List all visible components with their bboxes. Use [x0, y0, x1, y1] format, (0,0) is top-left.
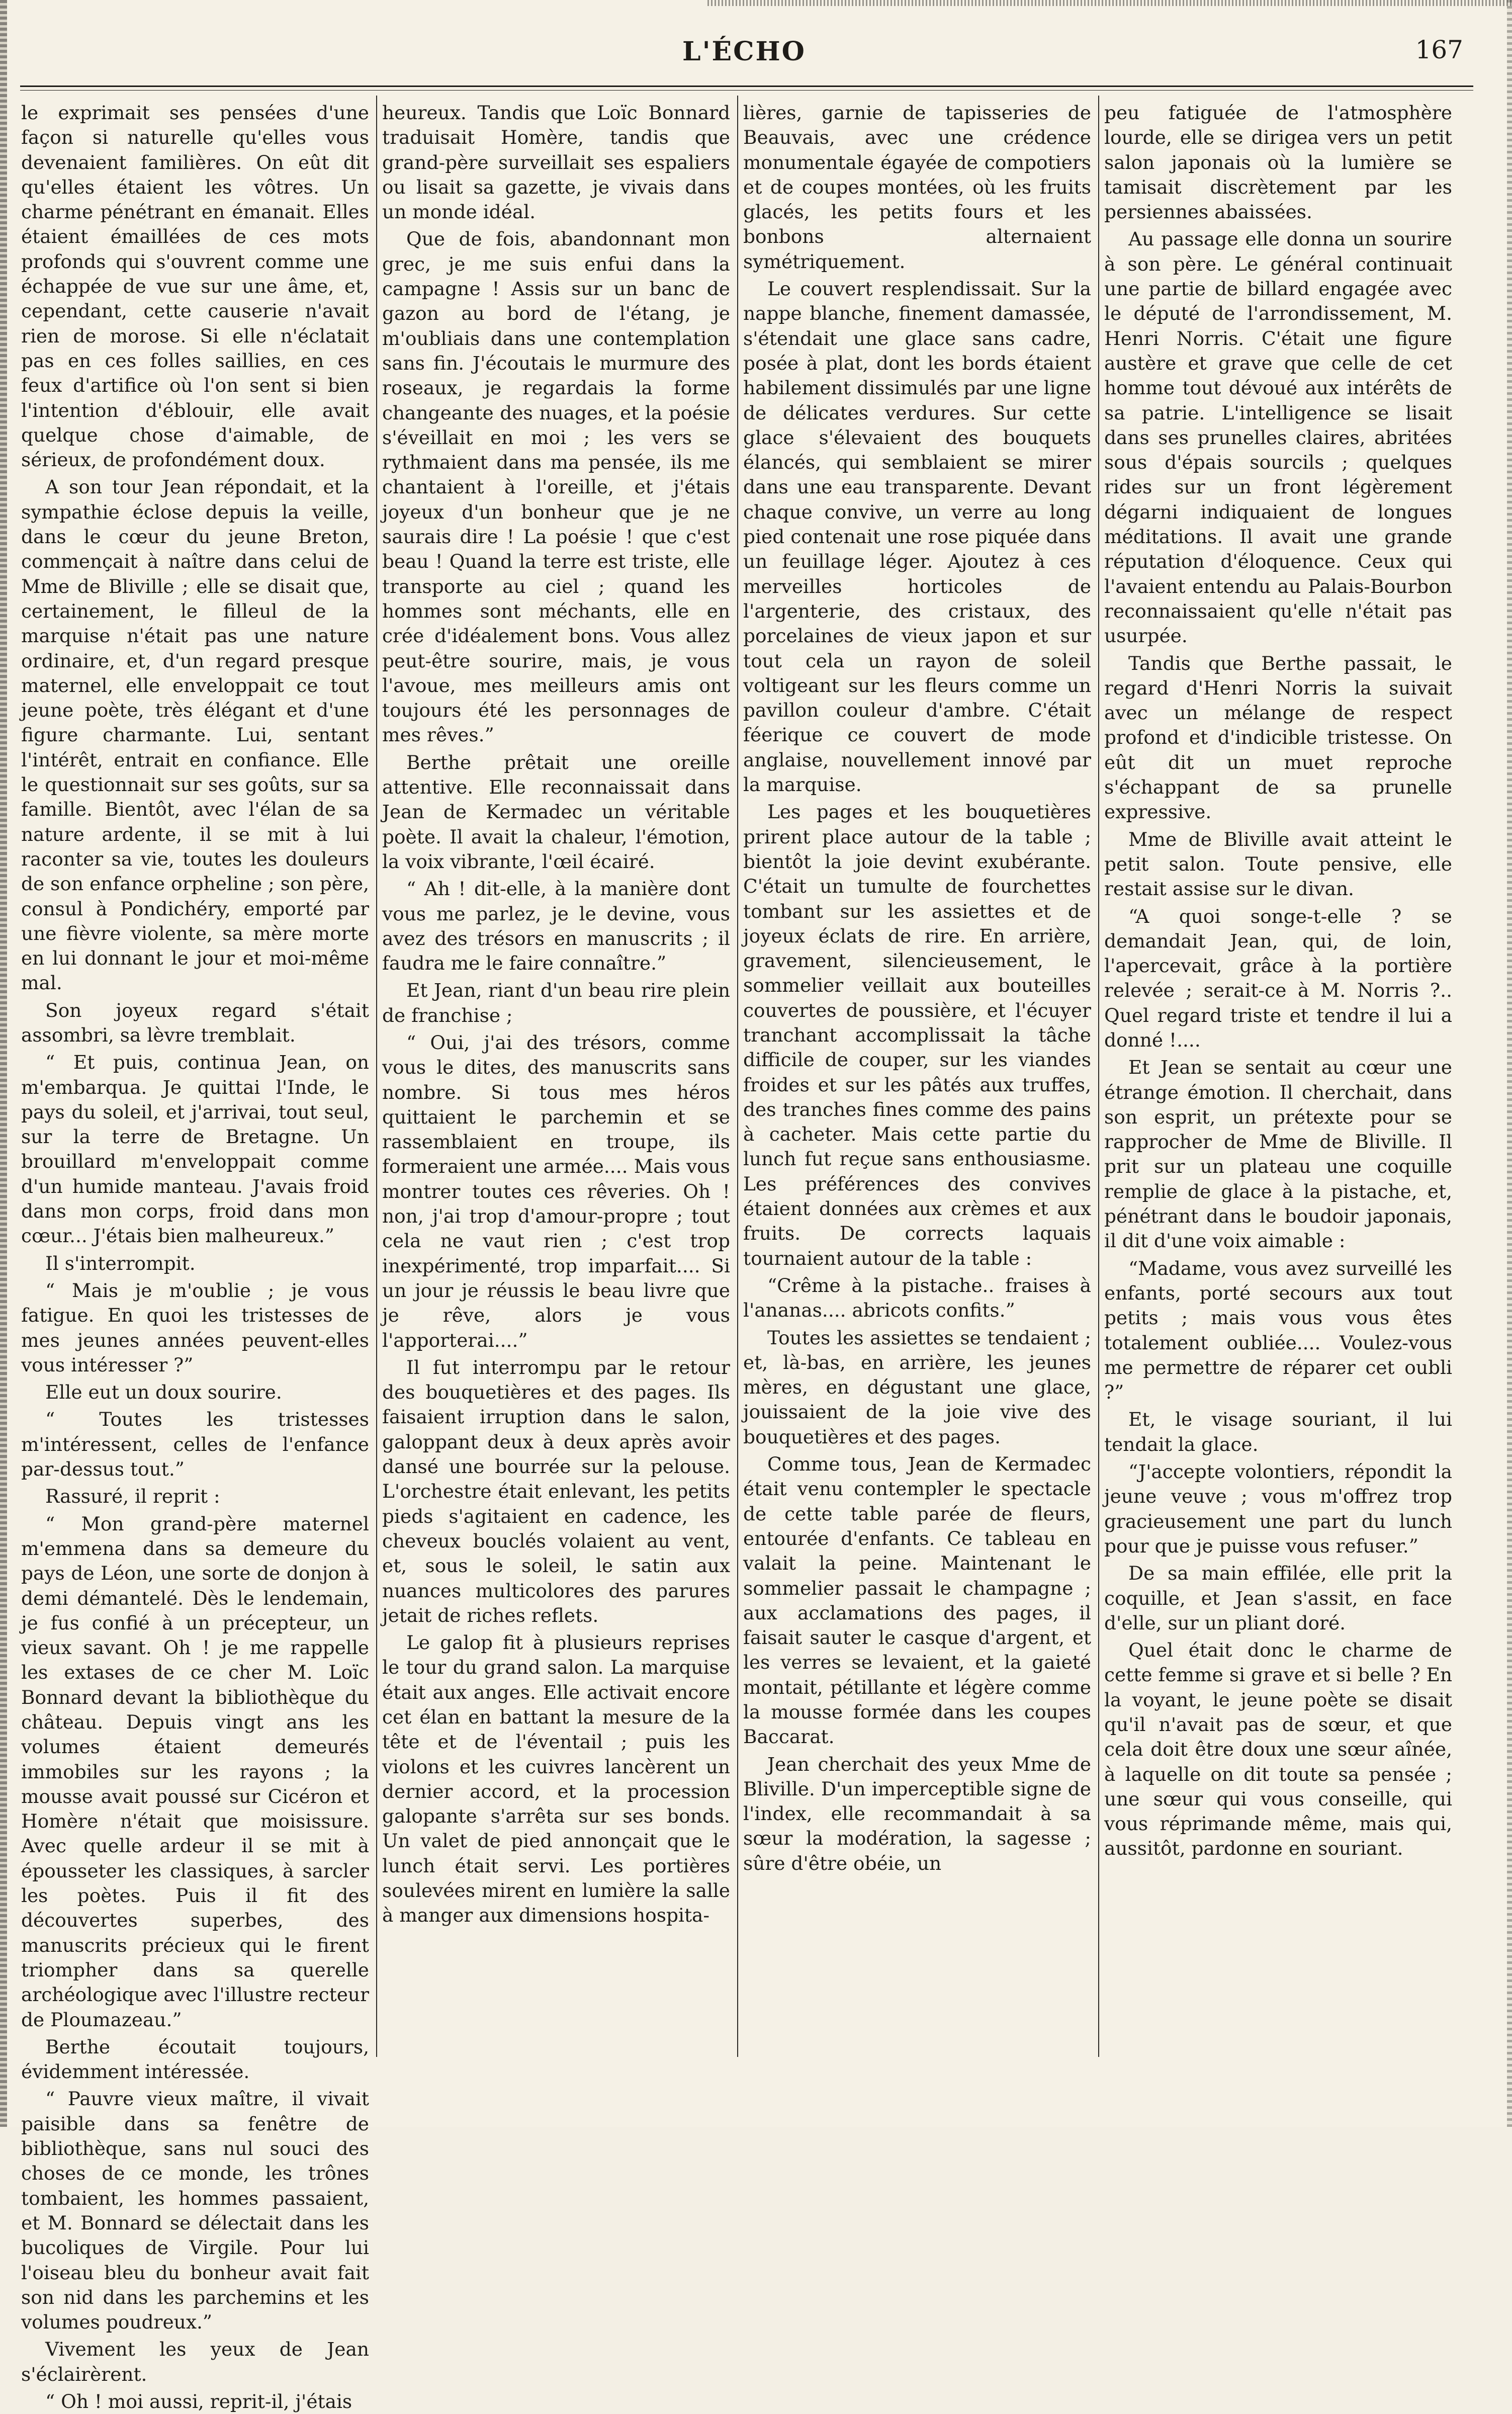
paragraph: Et, le visage souriant, il lui tendait la glace.: [1104, 1408, 1452, 1455]
paragraph: Le galop fit à plusieurs reprises le tour du grand salon. La marquise était aux anges. Elle activait encore cet élan en battant la mesure de la tête et de l'éventail ; puis les violons et les cuivres lancèrent un dernier accord, et la procession galopante s'arrêta sur ses bonds. Un valet de pied annonçait que le lunch était servi. Les portières soulevées mirent en lumière la salle à manger aux dimensions hospita-: [382, 1631, 730, 1927]
paragraph: Que de fois, abandonnant mon grec, je me suis enfui dans la campagne ! Assis sur un banc de gazon au bord de l'étang, je m'oubliais dans une contemplation sans fin. J'écoutais le murmure des roseaux, je regardais la forme changeante des nuages, et la poésie s'éveillait en moi ; les vers se rythmaient dans ma pensée, ils me chantaient à l'oreille, et j'étais joyeux d'un bonheur que je ne saurais dire ! La poésie ! que c'est beau ! Quand la terre est triste, elle transporte au ciel ; quand les hommes sont méchants, elle en crée d'idéalement bons. Vous allez peut-être sourire, mais, je vous l'avoue, mes meilleurs amis ont toujours été les personnages de mes rêves.”: [382, 228, 730, 746]
paragraph: Comme tous, Jean de Kermadec était venu contempler le spectacle de cette table parée de fleurs, entourée d'enfants. Ce tableau en valait la peine. Maintenant le sommelier passait le champagne ; aux acclamations des pages, il faisait sauter le casque d'argent, et les verres se levaient, et la gaieté montait, pétillante et légère comme la mousse formée dans les coupes Baccarat.: [743, 1453, 1091, 1748]
text-column-1: [21, 101, 369, 2413]
paragraph: Il fut interrompu par le retour des bouquetières et des pages. Ils faisaient irruption dans le salon, galoppant deux à deux après avoir dansé une bourrée sur la pelouse. L'orchestre était enlevant, les petits pieds s'agitaient en cadence, les cheveux bouclés volaient au vent, et, sous le soleil, le satin aux nuances multicolores des parures jetait de riches reflets.: [382, 1356, 730, 1626]
paragraph: heureux. Tandis que Loïc Bonnard traduisait Homère, tandis que grand-père surveillait ses espaliers ou lisait sa gazette, je vivais dans un monde idéal.: [382, 102, 730, 223]
scan-edge-right: [1507, 0, 1512, 2127]
paragraph: “Madame, vous avez surveillé les enfants, porté secours aux tout petits ; mais vous vous êtes totalement oubliée.... Voulez-vous me permettre de réparer cet oubli ?”: [1104, 1257, 1452, 1404]
paragraph: “ Et puis, continua Jean, on m'embarqua. Je quittai l'Inde, le pays du soleil, et j'arrivai, tout seul, sur la terre de Bretagne. Un brouillard m'enveloppait comme d'un humide manteau. J'avais froid dans mon corps, froid dans mon cœur... J'étais bien malheureux.”: [21, 1051, 369, 1247]
paragraph: Mme de Bliville avait atteint le petit salon. Toute pensive, elle restait assise sur le divan.: [1104, 828, 1452, 900]
paragraph: “ Toutes les tristesses m'intéressent, celles de l'enfance par-dessus tout.”: [21, 1408, 369, 1481]
paragraph: “ Oui, j'ai des trésors, comme vous le dites, des manuscrits sans nombre. Si tous mes héros quittaient le parchemin et se rassemblaient en troupe, ils formeraient une armée.... Mais vous montrer toutes ces rêveries. Oh ! non, j'ai trop d'amour-propre ; tout cela ne vaut rien ; c'est trop inexpérimenté, trop imparfait.... Si un jour je réussis le beau livre que je rêve, alors je vous l'apporterai....”: [382, 1031, 730, 1351]
journal-title: L'ÉCHO: [682, 36, 806, 67]
scan-edge-left: [0, 0, 7, 2127]
column-divider-3: [1098, 96, 1099, 2057]
paragraph: “ Mais je m'oublie ; je vous fatigue. En quoi les tristesses de mes jeunes années peuvent-elles vous intéresser ?”: [21, 1279, 369, 1376]
paragraph: A son tour Jean répondait, et la sympathie éclose depuis la veille, dans le cœur du jeune Breton, commençait à naître dans celui de Mme de Bliville ; elle se disait que, certainement, le filleul de la marquise n'était pas une nature ordinaire, et, d'un regard presque maternel, elle enveloppait ce tout jeune poète, très élégant et d'une figure charmante. Lui, sentant l'intérêt, entrait en confiance. Elle le questionnait sur ses goûts, sur sa famille. Bientôt, avec l'élan de sa nature ardente, il se mit à lui raconter sa vie, toutes les douleurs de son enfance orpheline ; son père, consul à Pondichéry, emporté par une fièvre violente, sa mère morte en lui donnant le jour et moi-même mal.: [21, 476, 369, 994]
paragraph: Jean cherchait des yeux Mme de Bliville. D'un imperceptible signe de l'index, elle recommandait à sa sœur la modération, la sagesse ; sûre d'être obéie, un: [743, 1753, 1091, 1874]
paragraph: Il s'interrompit.: [45, 1252, 196, 1274]
paragraph: Toutes les assiettes se tendaient ; et, là-bas, en arrière, les jeunes mères, en dégustant une glace, jouissaient de la joie vive des bouquetières et des pages.: [743, 1326, 1091, 1448]
paragraph: Et Jean se sentait au cœur une étrange émotion. Il cherchait, dans son esprit, un prétexte pour se rapprocher de Mme de Bliville. Il prit sur un plateau une coquille remplie de glace à la pistache, et, pénétrant dans le boudoir japonais, il dit d'une voix aimable :: [1104, 1056, 1452, 1252]
header-rule: [20, 85, 1473, 91]
paragraph: “ Oh ! moi aussi, reprit-il, j'étais: [45, 2390, 352, 2413]
paragraph: le exprimait ses pensées d'une façon si naturelle qu'elles vous devenaient familières. On eût dit qu'elles étaient les vôtres. Un charme pénétrant en émanait. Elles étaient émaillées de ces mots profonds qui s'ouvrent comme une échappée de vue sur une âme, et, cependant, cette causerie n'avait rien de morose. Si elle n'éclatait pas en ces folles saillies, en ces feux d'artifice où l'on sent si bien l'intention d'éblouir, elle avait quelque chose d'aimable, de sérieux, de profondément doux.: [21, 102, 369, 471]
scan-top-noise: [707, 0, 1512, 6]
paragraph: “A quoi songe-t-elle ? se demandait Jean, qui, de loin, l'apercevait, grâce à la portière relevée ; serait-ce à M. Norris ?.. Quel regard triste et tendre il lui a donné !....: [1104, 905, 1452, 1051]
paragraph: Et Jean, riant d'un beau rire plein de franchise ;: [382, 979, 730, 1026]
paragraph: Les pages et les bouquetières prirent place autour de la table ; bientôt la joie devint exubérante. C'était un tumulte de fourchettes tombant sur les assiettes et de joyeux éclats de rire. En arrière, gravement, silencieusement, le sommelier veillait aux bouteilles couvertes de poussière, et l'écuyer tranchant accomplissait la tâche difficile de couper, sur les viandes froides et sur les pâtés aux truffes, des tranches fines comme des pains à cacheter. Mais cette partie du lunch fut reçue sans enthousiasme. Les préférences des convives étaient données aux crèmes et aux fruits. De corrects laquais tournaient autour de la table :: [743, 801, 1091, 1269]
paragraph: “ Mon grand-père maternel m'emmena dans sa demeure du pays de Léon, une sorte de donjon à demi démantelé. Dès le lendemain, je fus confié à un précepteur, un vieux savant. Oh ! je me rappelle les extases de ce cher M. Loïc Bonnard devant la bibliothèque du château. Depuis vingt ans les volumes étaient demeurés immobiles sur les rayons ; la mousse avait poussé sur Cicéron et Homère n'était que moisissure. Avec quelle ardeur il se mit à épousseter les classiques, à sarcler les poètes. Puis il fit des découvertes superbes, des manuscrits précieux qui le firent triompher dans sa querelle archéologique avec l'illustre recteur de Ploumazeau.”: [21, 1512, 369, 2031]
paragraph: Rassuré, il reprit :: [45, 1485, 220, 1508]
paragraph: lières, garnie de tapisseries de Beauvais, avec une crédence monumentale égayée de compotiers et de coupes montées, où les fruits glacés, les petits fours et les bonbons alternaient symétriquement.: [743, 102, 1091, 273]
paragraph: Au passage elle donna un sourire à son père. Le général continuait une partie de billard engagée avec le député de l'arrondissement, M. Henri Norris. C'était une figure austère et grave que celle de cet homme tout dévoué aux intérêts de sa patrie. L'intelligence se lisait dans ses prunelles claires, abritées sous d'épais sourcils ; quelques rides sur un front légèrement dégarni indiquaient de longues méditations. Il avait une grande réputation d'éloquence. Ceux qui l'avaient entendu au Palais-Bourbon reconnaissaient qu'elle n'était pas usurpée.: [1104, 228, 1452, 647]
paragraph: Le couvert resplendissait. Sur la nappe blanche, finement damassée, s'étendait une glace sans cadre, posée à plat, dont les bords étaient habilement dissimulés par une ligne de délicates verdures. Sur cette glace s'élevaient des bouquets élancés, qui semblaient se mirer dans une eau transparente. Devant chaque convive, un verre au long pied contenait une rose piquée dans un feuillage léger. Ajoutez à ces merveilles horticoles de l'argenterie, des cristaux, des porcelaines de vieux japon et sur tout cela un rayon de soleil voltigeant sur les fleurs comme un pavillon couleur d'ambre. C'était féerique ce couvert de mode anglaise, nouvellement innové par la marquise.: [743, 278, 1091, 796]
paragraph: Vivement les yeux de Jean s'éclairèrent.: [21, 2338, 369, 2385]
paragraph: “ Pauvre vieux maître, il vivait paisible dans sa fenêtre de bibliothèque, sans nul souci des choses de ce monde, les trônes tombaient, les hommes passaient, et M. Bonnard se délectait dans les bucoliques de Virgile. Pour lui l'oiseau bleu du bonheur avait fait son nid dans les parchemins et les volumes poudreux.”: [21, 2088, 369, 2334]
paragraph: peu fatiguée de l'atmosphère lourde, elle se dirigea vers un petit salon japonais où la lumière se tamisait discrètement par les persiennes abaissées.: [1104, 102, 1452, 223]
paragraph: Quel était donc le charme de cette femme si grave et si belle ? En la voyant, le jeune poète se disait qu'il n'avait pas de sœur, et que cela doit être doux une sœur aînée, à laquelle on dit toute sa pensée ; une sœur qui vous conseille, qui vous réprimande même, mais qui, aussitôt, pardonne en souriant.: [1104, 1639, 1452, 1860]
paragraph: “J'accepte volontiers, répondit la jeune veuve ; vous m'offrez trop gracieusement une part du lunch pour que je puisse vous refuser.”: [1104, 1460, 1452, 1557]
text-column-4: [1104, 101, 1452, 2082]
text-column-3: [743, 101, 1091, 2082]
paragraph: Elle eut un doux sourire.: [45, 1381, 282, 1404]
paragraph: Berthe prêtait une oreille attentive. Elle reconnaissait dans Jean de Kermadec un véritable poète. Il avait la chaleur, l'émotion, la voix vibrante, l'œil écairé.: [382, 751, 730, 873]
paragraph: Tandis que Berthe passait, le regard d'Henri Norris la suivait avec un mélange de respect profond et d'indicible tristesse. On eût dit un muet reproche s'échappant de sa prunelle expressive.: [1104, 652, 1452, 823]
paragraph: De sa main effilée, elle prit la coquille, et Jean s'assit, en face d'elle, sur un pliant doré.: [1104, 1562, 1452, 1634]
text-column-2: [382, 101, 730, 2082]
paragraph: Berthe écoutait toujours, évidemment intéressée.: [21, 2035, 369, 2083]
column-divider-2: [737, 96, 738, 2057]
paragraph: “ Ah ! dit-elle, à la manière dont vous me parlez, je le devine, vous avez des trésors en manuscrits ; il faudra me le faire connaître.”: [382, 878, 730, 975]
paragraph: “Crême à la pistache.. fraises à l'ananas.... abricots confits.”: [743, 1274, 1091, 1322]
paragraph: Son joyeux regard s'était assombri, sa lèvre tremblait.: [21, 999, 369, 1046]
page-number: 167: [1415, 35, 1463, 64]
column-divider-1: [376, 96, 377, 2057]
